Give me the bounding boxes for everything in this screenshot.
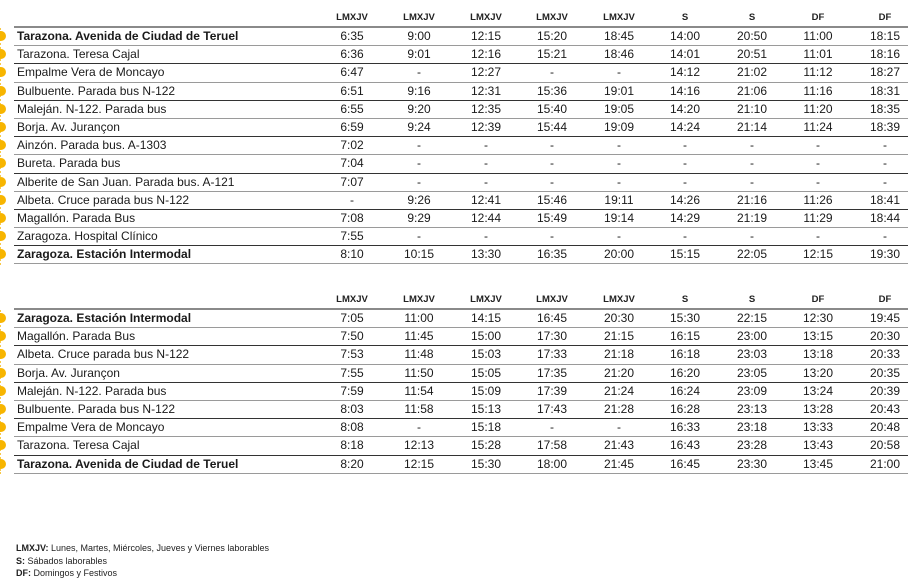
departure-time: 12:15 bbox=[470, 29, 502, 43]
departure-time: 11:48 bbox=[404, 347, 434, 362]
stop-name: Tarazona. Teresa Cajal bbox=[17, 47, 140, 62]
departure-time: 9:26 bbox=[407, 192, 431, 207]
stop-dot-icon bbox=[0, 213, 6, 223]
departure-time: 13:45 bbox=[802, 456, 834, 471]
column-header: LMXJV bbox=[470, 12, 502, 23]
stop-dot-icon bbox=[0, 349, 6, 359]
legend-key: LMXJV: bbox=[16, 543, 49, 553]
stop-name: Tarazona. Avenida de Ciudad de Teruel bbox=[17, 456, 239, 471]
departure-time: 7:07 bbox=[340, 174, 364, 189]
table-row bbox=[14, 310, 908, 328]
departure-time: 16:15 bbox=[669, 329, 701, 344]
departure-time: 11:00 bbox=[803, 29, 833, 43]
stop-name: Bureta. Parada bus bbox=[17, 156, 121, 171]
stop-name: Maleján. N-122. Parada bus bbox=[17, 383, 167, 398]
table-row bbox=[14, 456, 908, 474]
departure-time: 11:00 bbox=[404, 311, 434, 325]
departure-time: 20:48 bbox=[869, 420, 901, 435]
departure-time: 7:53 bbox=[340, 347, 364, 362]
departure-time: 17:30 bbox=[536, 329, 568, 344]
departure-time: 20:30 bbox=[869, 329, 901, 344]
departure-time: - bbox=[350, 192, 354, 207]
departure-time: 21:00 bbox=[869, 456, 901, 471]
departure-time: 23:28 bbox=[736, 438, 768, 453]
stop-dot-icon bbox=[0, 86, 6, 96]
departure-time: 8:10 bbox=[340, 247, 364, 262]
departure-time: 15:21 bbox=[536, 47, 568, 62]
departure-time: - bbox=[816, 156, 820, 171]
table-row bbox=[14, 210, 908, 228]
departure-time: 11:58 bbox=[404, 401, 434, 416]
column-header: DF bbox=[878, 12, 892, 23]
departure-time: 13:43 bbox=[802, 438, 834, 453]
column-header: S bbox=[748, 294, 756, 305]
departure-time: - bbox=[617, 420, 621, 435]
departure-time: 20:00 bbox=[603, 247, 635, 262]
column-header: LMXJV bbox=[403, 12, 435, 23]
timetable-tarazona-zaragoza bbox=[0, 8, 918, 264]
stop-dot-icon bbox=[0, 195, 6, 205]
departure-time: - bbox=[683, 138, 687, 153]
table-row bbox=[14, 437, 908, 455]
stop-dot-icon bbox=[0, 386, 6, 396]
table-row bbox=[14, 383, 908, 401]
departure-time: - bbox=[484, 156, 488, 171]
departure-time: 12:31 bbox=[470, 83, 502, 98]
legend-text: Lunes, Martes, Miércoles, Jueves y Viernes laborables bbox=[48, 543, 269, 553]
departure-time: - bbox=[750, 174, 754, 189]
departure-time: 11:20 bbox=[803, 101, 833, 116]
stop-name: Zaragoza. Estación Intermodal bbox=[17, 247, 192, 262]
departure-time: 12:27 bbox=[470, 65, 502, 80]
departure-time: 23:03 bbox=[736, 347, 768, 362]
stop-dot-icon bbox=[0, 404, 6, 414]
departure-time: - bbox=[816, 229, 820, 244]
column-header: S bbox=[681, 294, 689, 305]
column-header: LMXJV bbox=[470, 294, 502, 305]
stop-name: Alberite de San Juan. Parada bus. A-121 bbox=[17, 174, 235, 189]
departure-time: 16:18 bbox=[669, 347, 701, 362]
stop-dot-icon bbox=[0, 331, 6, 341]
stop-name: Bulbuente. Parada bus N-122 bbox=[17, 83, 176, 98]
departure-time: - bbox=[417, 174, 421, 189]
departure-time: 9:00 bbox=[407, 29, 431, 43]
departure-time: 18:46 bbox=[603, 47, 635, 62]
departure-time: 23:05 bbox=[736, 365, 768, 380]
departure-time: 9:16 bbox=[407, 83, 431, 98]
stop-dot-icon bbox=[0, 313, 6, 323]
stop-name: Albeta. Cruce parada bus N-122 bbox=[17, 347, 190, 362]
departure-time: - bbox=[617, 229, 621, 244]
departure-time: 14:15 bbox=[470, 311, 502, 325]
departure-time: 19:09 bbox=[603, 119, 635, 134]
departure-time: 10:15 bbox=[403, 247, 435, 262]
departure-time: - bbox=[550, 420, 554, 435]
departure-time: 15:40 bbox=[536, 101, 568, 116]
table-row bbox=[14, 119, 908, 137]
departure-time: - bbox=[617, 65, 621, 80]
column-header: DF bbox=[811, 12, 825, 23]
stop-name: Empalme Vera de Moncayo bbox=[17, 420, 165, 435]
departure-time: 16:35 bbox=[536, 247, 568, 262]
stop-name: Borja. Av. Jurançon bbox=[17, 119, 120, 134]
departure-time: 20:43 bbox=[869, 401, 901, 416]
departure-time: 21:14 bbox=[736, 119, 768, 134]
departure-time: 6:55 bbox=[340, 101, 364, 116]
departure-time: - bbox=[683, 174, 687, 189]
departure-time: 14:12 bbox=[669, 65, 701, 80]
departure-time: 9:24 bbox=[407, 119, 431, 134]
departure-time: 20:51 bbox=[736, 47, 768, 62]
departure-time: 18:35 bbox=[869, 101, 901, 116]
departure-time: 15:30 bbox=[669, 311, 701, 325]
departure-time: 15:18 bbox=[470, 420, 502, 435]
departure-time: 11:29 bbox=[803, 210, 833, 225]
column-header: DF bbox=[811, 294, 825, 305]
stop-dot-icon bbox=[0, 31, 6, 41]
stop-name: Ainzón. Parada bus. A-1303 bbox=[17, 138, 167, 153]
departure-time: - bbox=[417, 138, 421, 153]
departure-time: 11:50 bbox=[404, 365, 434, 380]
departure-time: 21:06 bbox=[736, 83, 768, 98]
departure-time: 14:16 bbox=[669, 83, 701, 98]
table-row bbox=[14, 46, 908, 64]
departure-time: 23:30 bbox=[736, 456, 768, 471]
column-header: S bbox=[748, 12, 756, 23]
departure-time: 20:50 bbox=[736, 29, 768, 43]
departure-time: 8:08 bbox=[340, 420, 364, 435]
stop-dot-icon bbox=[0, 459, 6, 469]
departure-time: - bbox=[417, 229, 421, 244]
departure-time: - bbox=[750, 138, 754, 153]
departure-time: 16:20 bbox=[669, 365, 701, 380]
stop-dot-icon bbox=[0, 177, 6, 187]
departure-time: - bbox=[417, 420, 421, 435]
departure-time: - bbox=[550, 65, 554, 80]
departure-time: 15:20 bbox=[536, 29, 568, 43]
departure-time: 15:00 bbox=[470, 329, 502, 344]
stop-rows bbox=[14, 26, 908, 264]
departure-time: 7:59 bbox=[340, 383, 364, 398]
table-row bbox=[14, 64, 908, 82]
departure-time: 11:54 bbox=[404, 383, 434, 398]
departure-time: 16:45 bbox=[536, 311, 568, 325]
departure-time: 9:20 bbox=[407, 101, 431, 116]
table-row bbox=[14, 401, 908, 419]
departure-time: - bbox=[550, 138, 554, 153]
table-row bbox=[14, 192, 908, 210]
departure-time: 15:30 bbox=[470, 456, 502, 471]
departure-time: 13:28 bbox=[802, 401, 834, 416]
departure-time: - bbox=[883, 174, 887, 189]
departure-time: 21:45 bbox=[603, 456, 635, 471]
departure-time: 18:00 bbox=[536, 456, 568, 471]
stop-name: Empalme Vera de Moncayo bbox=[17, 65, 165, 80]
stop-dot-icon bbox=[0, 158, 6, 168]
table-row bbox=[14, 228, 908, 246]
departure-time: 20:33 bbox=[869, 347, 901, 362]
departure-time: 11:12 bbox=[803, 65, 833, 80]
legend-item bbox=[16, 567, 269, 580]
departure-time: 17:43 bbox=[536, 401, 568, 416]
stop-dot-icon bbox=[0, 249, 6, 259]
departure-time: 22:15 bbox=[736, 311, 768, 325]
departure-time: 7:05 bbox=[340, 311, 364, 325]
legend-text: Sábados laborables bbox=[25, 555, 108, 566]
departure-time: 18:45 bbox=[603, 29, 635, 43]
departure-time: 13:18 bbox=[802, 347, 834, 362]
departure-time: 13:15 bbox=[802, 329, 834, 344]
table-row bbox=[14, 83, 908, 101]
departure-time: 14:01 bbox=[669, 47, 701, 62]
stop-name: Maleján. N-122. Parada bus bbox=[17, 101, 167, 116]
departure-time: 21:15 bbox=[603, 329, 635, 344]
departure-time: 6:36 bbox=[340, 47, 364, 62]
stop-dot-icon bbox=[0, 140, 6, 150]
departure-time: - bbox=[750, 229, 754, 244]
stop-rows bbox=[14, 308, 908, 474]
departure-time: 12:39 bbox=[470, 119, 502, 134]
departure-time: 19:11 bbox=[604, 192, 634, 207]
departure-time: 18:39 bbox=[869, 119, 901, 134]
departure-time: 14:26 bbox=[669, 192, 701, 207]
departure-time: 15:44 bbox=[536, 119, 568, 134]
departure-time: - bbox=[484, 174, 488, 189]
departure-time: - bbox=[683, 156, 687, 171]
departure-time: 18:16 bbox=[869, 47, 901, 62]
departure-time: - bbox=[883, 229, 887, 244]
departure-time: 18:31 bbox=[869, 83, 901, 98]
departure-time: 21:43 bbox=[603, 438, 635, 453]
departure-time: 8:20 bbox=[340, 456, 364, 471]
stop-dot-icon bbox=[0, 422, 6, 432]
departure-time: 15:46 bbox=[536, 192, 568, 207]
departure-time: 12:35 bbox=[470, 101, 502, 116]
departure-time: - bbox=[816, 174, 820, 189]
departure-time: 7:55 bbox=[340, 229, 364, 244]
departure-time: 15:09 bbox=[470, 383, 502, 398]
departure-time: 15:36 bbox=[536, 83, 568, 98]
departure-time: 17:33 bbox=[536, 347, 568, 362]
departure-time: 8:03 bbox=[340, 401, 364, 416]
departure-time: 15:03 bbox=[470, 347, 502, 362]
departure-time: 16:45 bbox=[669, 456, 701, 471]
stop-name: Magallón. Parada Bus bbox=[17, 210, 136, 225]
departure-time: 16:28 bbox=[669, 401, 701, 416]
departure-time: 7:08 bbox=[340, 210, 364, 225]
departure-time: 21:19 bbox=[736, 210, 768, 225]
departure-time: 12:41 bbox=[470, 192, 502, 207]
table-row bbox=[14, 155, 908, 173]
departure-time: 21:28 bbox=[603, 401, 635, 416]
departure-time: 6:35 bbox=[340, 29, 364, 43]
departure-time: 11:16 bbox=[803, 83, 833, 98]
stop-name: Bulbuente. Parada bus N-122 bbox=[17, 401, 176, 416]
departure-time: 19:05 bbox=[603, 101, 635, 116]
departure-time: 14:29 bbox=[669, 210, 701, 225]
departure-time: - bbox=[417, 156, 421, 171]
stop-name: Tarazona. Teresa Cajal bbox=[17, 438, 140, 453]
stop-dot-icon bbox=[0, 440, 6, 450]
departure-time: 12:16 bbox=[470, 47, 502, 62]
column-header: S bbox=[681, 12, 689, 23]
departure-time: 8:18 bbox=[340, 438, 364, 453]
legend-item bbox=[16, 542, 269, 555]
departure-time: 11:45 bbox=[404, 329, 434, 344]
departure-time: 21:02 bbox=[736, 65, 768, 80]
column-header: LMXJV bbox=[536, 12, 568, 23]
departure-time: 13:24 bbox=[802, 383, 834, 398]
departure-time: 21:10 bbox=[736, 101, 768, 116]
departure-time: 9:01 bbox=[407, 47, 431, 62]
departure-time: 19:30 bbox=[869, 247, 901, 262]
departure-time: 19:45 bbox=[869, 311, 901, 325]
stop-name: Magallón. Parada Bus bbox=[17, 329, 136, 344]
departure-time: 18:41 bbox=[869, 192, 901, 207]
departure-time: 14:24 bbox=[669, 119, 701, 134]
column-header: LMXJV bbox=[336, 294, 368, 305]
departure-time: - bbox=[417, 65, 421, 80]
departure-time: - bbox=[617, 174, 621, 189]
departure-time: - bbox=[883, 156, 887, 171]
departure-time: 15:13 bbox=[470, 401, 502, 416]
table-row bbox=[14, 419, 908, 437]
stop-dot-icon bbox=[0, 104, 6, 114]
departure-time: 12:15 bbox=[403, 456, 435, 471]
departure-time: 12:15 bbox=[802, 247, 834, 262]
departure-time: - bbox=[816, 138, 820, 153]
departure-time: 18:15 bbox=[869, 29, 901, 43]
departure-time: 23:09 bbox=[736, 383, 768, 398]
departure-time: 17:58 bbox=[536, 438, 568, 453]
departure-time: 17:35 bbox=[536, 365, 568, 380]
departure-time: 16:24 bbox=[669, 383, 701, 398]
stop-name: Borja. Av. Jurançon bbox=[17, 365, 120, 380]
departure-time: 15:49 bbox=[536, 210, 568, 225]
departure-time: 21:20 bbox=[603, 365, 635, 380]
departure-time: 11:26 bbox=[803, 192, 833, 207]
table-row bbox=[14, 28, 908, 46]
header-row bbox=[0, 290, 918, 308]
column-header: DF bbox=[878, 294, 892, 305]
departure-time: 7:55 bbox=[340, 365, 364, 380]
departure-time: 7:02 bbox=[340, 138, 364, 153]
legend-item bbox=[16, 555, 269, 568]
departure-time: 14:00 bbox=[669, 29, 701, 43]
departure-time: 15:28 bbox=[470, 438, 502, 453]
departure-time: 23:18 bbox=[736, 420, 768, 435]
departure-time: 6:59 bbox=[340, 119, 364, 134]
departure-time: - bbox=[550, 229, 554, 244]
stop-name: Zaragoza. Hospital Clínico bbox=[17, 229, 158, 244]
departure-time: - bbox=[683, 229, 687, 244]
departure-time: 9:29 bbox=[407, 210, 431, 225]
departure-time: - bbox=[550, 174, 554, 189]
departure-time: 18:27 bbox=[869, 65, 901, 80]
legend bbox=[16, 542, 269, 580]
departure-time: 11:01 bbox=[803, 47, 833, 62]
departure-time: 6:51 bbox=[340, 83, 364, 98]
departure-time: - bbox=[617, 156, 621, 171]
departure-time: 22:05 bbox=[736, 247, 768, 262]
departure-time: 21:18 bbox=[603, 347, 635, 362]
table-row bbox=[14, 174, 908, 192]
legend-key: DF: bbox=[16, 568, 31, 578]
departure-time: 20:30 bbox=[603, 311, 635, 325]
departure-time: 23:13 bbox=[736, 401, 768, 416]
departure-time: 13:33 bbox=[802, 420, 834, 435]
departure-time: 16:43 bbox=[669, 438, 701, 453]
timetable-zaragoza-tarazona bbox=[0, 290, 918, 474]
departure-time: - bbox=[484, 138, 488, 153]
table-row bbox=[14, 328, 908, 346]
column-header: LMXJV bbox=[403, 294, 435, 305]
departure-time: - bbox=[484, 229, 488, 244]
departure-time: 12:44 bbox=[470, 210, 502, 225]
departure-time: 13:30 bbox=[470, 247, 502, 262]
stop-dot-icon bbox=[0, 122, 6, 132]
legend-text: Domingos y Festivos bbox=[31, 568, 118, 578]
column-header: LMXJV bbox=[536, 294, 568, 305]
departure-time: 17:39 bbox=[536, 383, 568, 398]
table-row bbox=[14, 246, 908, 264]
column-header: LMXJV bbox=[603, 12, 635, 23]
table-row bbox=[14, 137, 908, 155]
departure-time: 19:14 bbox=[603, 210, 635, 225]
column-header: LMXJV bbox=[336, 12, 368, 23]
departure-time: 6:47 bbox=[340, 65, 364, 80]
table-row bbox=[14, 346, 908, 364]
stop-dot-icon bbox=[0, 231, 6, 241]
stop-dot-icon bbox=[0, 368, 6, 378]
column-header: LMXJV bbox=[603, 294, 635, 305]
departure-time: 18:44 bbox=[869, 210, 901, 225]
departure-time: 23:00 bbox=[736, 329, 768, 344]
departure-time: 12:13 bbox=[403, 438, 435, 453]
stop-name: Zaragoza. Estación Intermodal bbox=[17, 311, 192, 325]
departure-time: 20:58 bbox=[869, 438, 901, 453]
header-row bbox=[0, 8, 918, 26]
departure-time: 21:24 bbox=[603, 383, 635, 398]
departure-time: - bbox=[550, 156, 554, 171]
departure-time: 20:39 bbox=[869, 383, 901, 398]
stop-dot-icon bbox=[0, 67, 6, 77]
departure-time: 14:20 bbox=[669, 101, 701, 116]
departure-time: 21:16 bbox=[736, 192, 768, 207]
departure-time: 20:35 bbox=[869, 365, 901, 380]
stop-name: Albeta. Cruce parada bus N-122 bbox=[17, 192, 190, 207]
departure-time: 11:24 bbox=[803, 119, 833, 134]
departure-time: 19:01 bbox=[603, 83, 635, 98]
table-row bbox=[14, 101, 908, 119]
stop-name: Tarazona. Avenida de Ciudad de Teruel bbox=[17, 29, 239, 43]
departure-time: - bbox=[617, 138, 621, 153]
departure-time: 16:33 bbox=[669, 420, 701, 435]
stop-dot-icon bbox=[0, 49, 6, 59]
departure-time: 15:15 bbox=[669, 247, 701, 262]
departure-time: 12:30 bbox=[802, 311, 834, 325]
departure-time: 7:50 bbox=[340, 329, 364, 344]
departure-time: 7:04 bbox=[340, 156, 364, 171]
departure-time: - bbox=[883, 138, 887, 153]
departure-time: 13:20 bbox=[802, 365, 834, 380]
departure-time: 15:05 bbox=[470, 365, 502, 380]
legend-key: S: bbox=[16, 555, 25, 566]
departure-time: - bbox=[750, 156, 754, 171]
table-row bbox=[14, 365, 908, 383]
